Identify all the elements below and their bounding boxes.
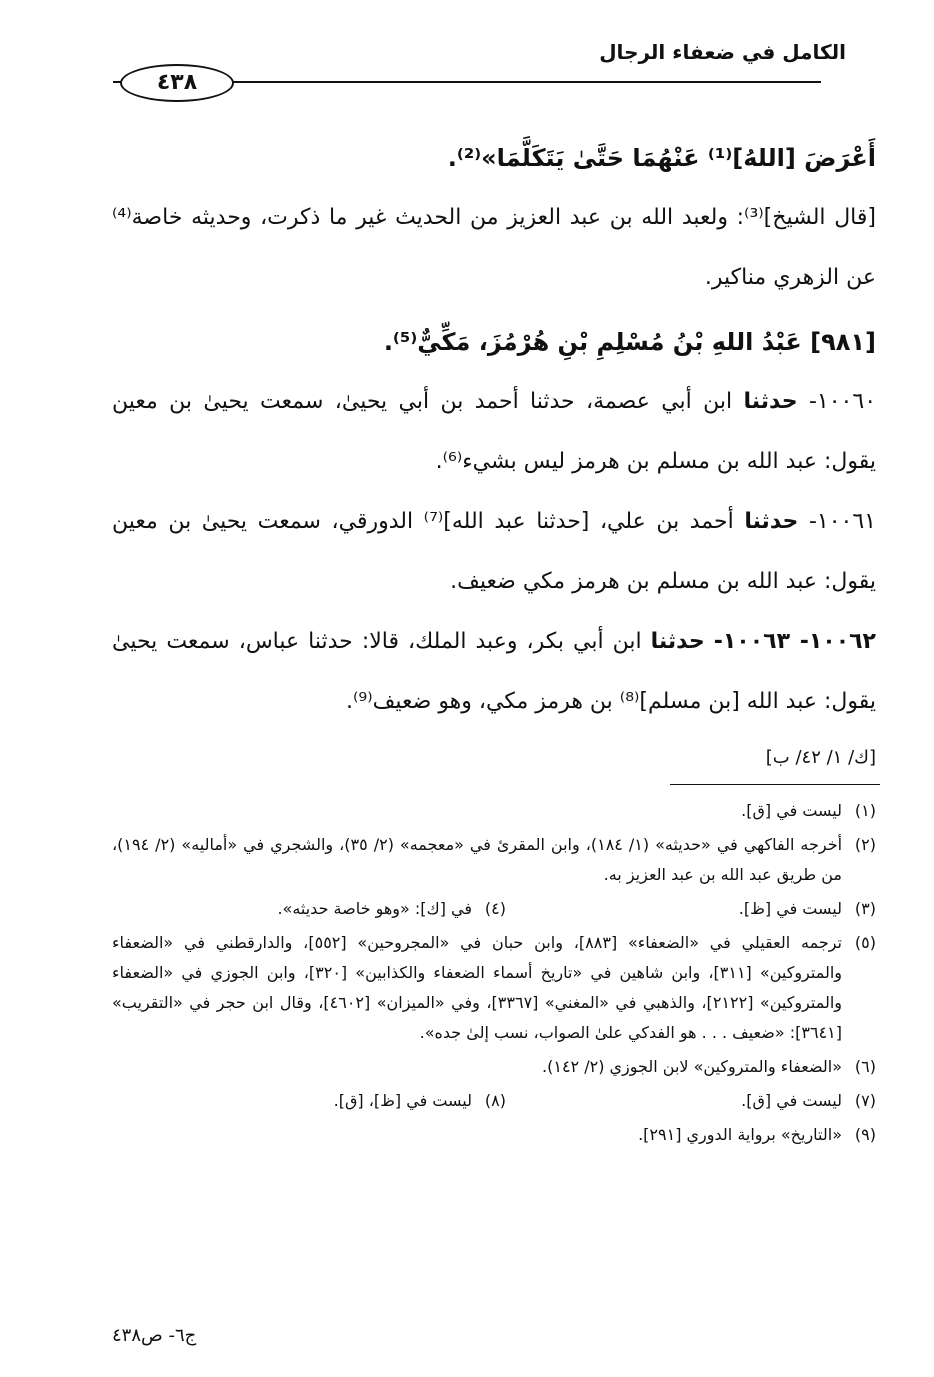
footnote-rule	[670, 784, 880, 785]
footnote-number: (٩)	[854, 1125, 876, 1144]
footnotes	[112, 796, 876, 1154]
footnote-text: «التاريخ» برواية الدوري [٢٩١].	[638, 1125, 842, 1144]
footnote-1	[112, 796, 876, 826]
hadith-text: ابن أبي بكر، وعبد الملك، قالا: حدثنا عباس، سمعت يحيىٰ يقول: عبد الله [بن مسلم]⁽⁸⁾ بن هرمز مكي، وهو ضعيف⁽⁹⁾.	[112, 629, 876, 714]
footnote-row-3-4	[112, 894, 876, 924]
footnote-number: (١)	[854, 801, 876, 820]
footnote-7	[506, 1086, 876, 1116]
footnote-text: أخرجه الفاكهي في «حديثه» (١/ ١٨٤)، وابن المقرئ في «معجمه» (٢/ ٣٥)، والشجري في «أماليه» (٢/ ١٩٤)، من طريق عبد الله بن عبد العزيز به.	[112, 835, 843, 884]
footnote-row-7-8	[112, 1086, 876, 1116]
footnote-text: في [ك]: «وهو خاصة حديثه».	[277, 899, 472, 918]
footnote-4	[112, 894, 506, 924]
hadith-number: ١٠٠٦١-	[808, 509, 876, 534]
hadith-keyword: حدثنا	[650, 629, 705, 654]
footnote-text: ترجمه العقيلي في «الضعفاء» [٨٨٣]، وابن حبان في «المجروحين» [٥٥٢]، والدارقطني في «الضعفاء والمتروكين» [٣١١]، وابن شاهين في «تاريخ أسماء الضعفاء والكذابين» [٣٢٠]، وابن الجوزي في «الضعفاء والمتروكين» [٢١٢٢]، والذهبي في «المغني» [٣٣٦٧]، وفي «الميزان» [٤٦٠٢]، وقال ابن حجر في «التقريب» [٣٦٤١]: «ضعيف . . . هو الفدكي علىٰ الصواب، نسب إلىٰ جده».	[112, 933, 843, 1042]
hadith-text: أحمد بن علي، [حدثنا عبد الله]⁽⁷⁾ الدورقي، سمعت يحيىٰ بن معين يقول: عبد الله بن مسلم بن هرمز مكي ضعيف.	[112, 509, 876, 594]
footnote-number: (٥)	[854, 933, 876, 952]
footnote-9	[112, 1120, 876, 1150]
footnote-number: (٦)	[854, 1057, 876, 1076]
footnote-8	[112, 1086, 506, 1116]
footnote-2	[112, 830, 876, 890]
paragraph-sheikh: [قال الشيخ]⁽³⁾: ولعبد الله بن عبد العزيز من الحديث غير ما ذكرت، وحديثه خاصة⁽⁴⁾ عن الزهري مناكير.	[112, 205, 876, 290]
hadith-keyword: حدثنا	[743, 389, 798, 414]
footnote-6	[112, 1052, 876, 1082]
footnote-number: (٣)	[854, 899, 876, 918]
footnote-number: (٧)	[854, 1091, 876, 1110]
footnote-number: (٨)	[484, 1091, 506, 1110]
footnote-text: ليست في [ظ].	[738, 899, 842, 918]
hadith-10061	[112, 492, 876, 612]
book-title: الكامل في ضعفاء الرجال	[599, 40, 846, 64]
footnote-text: ليست في [ق].	[741, 801, 842, 820]
main-text	[112, 128, 876, 780]
manuscript-reference: [ك/ ١/ ٤٢/ ب]	[765, 747, 876, 768]
paragraph-opening: أَعْرَضَ [اللهُ]⁽¹⁾ عَنْهُمَا حَتَّىٰ يَتَكَلَّمَا»⁽²⁾.	[447, 144, 876, 172]
hadith-keyword: حدثنا	[744, 509, 799, 534]
page-number-badge: ٤٣٨	[120, 64, 234, 102]
hadith-10060	[112, 372, 876, 492]
hadith-number: ١٠٠٦٢- ١٠٠٦٣-	[713, 629, 876, 654]
hadith-text: ابن أبي عصمة، حدثنا أحمد بن أبي يحيىٰ، سمعت يحيىٰ بن معين يقول: عبد الله بن مسلم بن هرمز ليس بشيء⁽⁶⁾.	[112, 389, 876, 474]
footnote-5	[112, 928, 876, 1048]
footnote-text: ليست في [ظ]، [ق].	[333, 1091, 472, 1110]
footnote-text: «الضعفاء والمتروكين» لابن الجوزي (٢/ ١٤٢).	[542, 1057, 842, 1076]
footnote-number: (٢)	[854, 835, 876, 854]
hadith-10062	[112, 612, 876, 732]
footnote-number: (٤)	[484, 899, 506, 918]
entry-heading: [٩٨١] عَبْدُ اللهِ بْنُ مُسْلِمِ بْنِ هُرْمُزَ، مَكِّيٌّ⁽⁵⁾.	[383, 328, 876, 356]
hadith-number: ١٠٠٦٠-	[808, 389, 877, 414]
page-reference: ج٦- ص٤٣٨	[112, 1325, 197, 1346]
footnote-text: ليست في [ق].	[741, 1091, 842, 1110]
footnote-3	[506, 894, 876, 924]
